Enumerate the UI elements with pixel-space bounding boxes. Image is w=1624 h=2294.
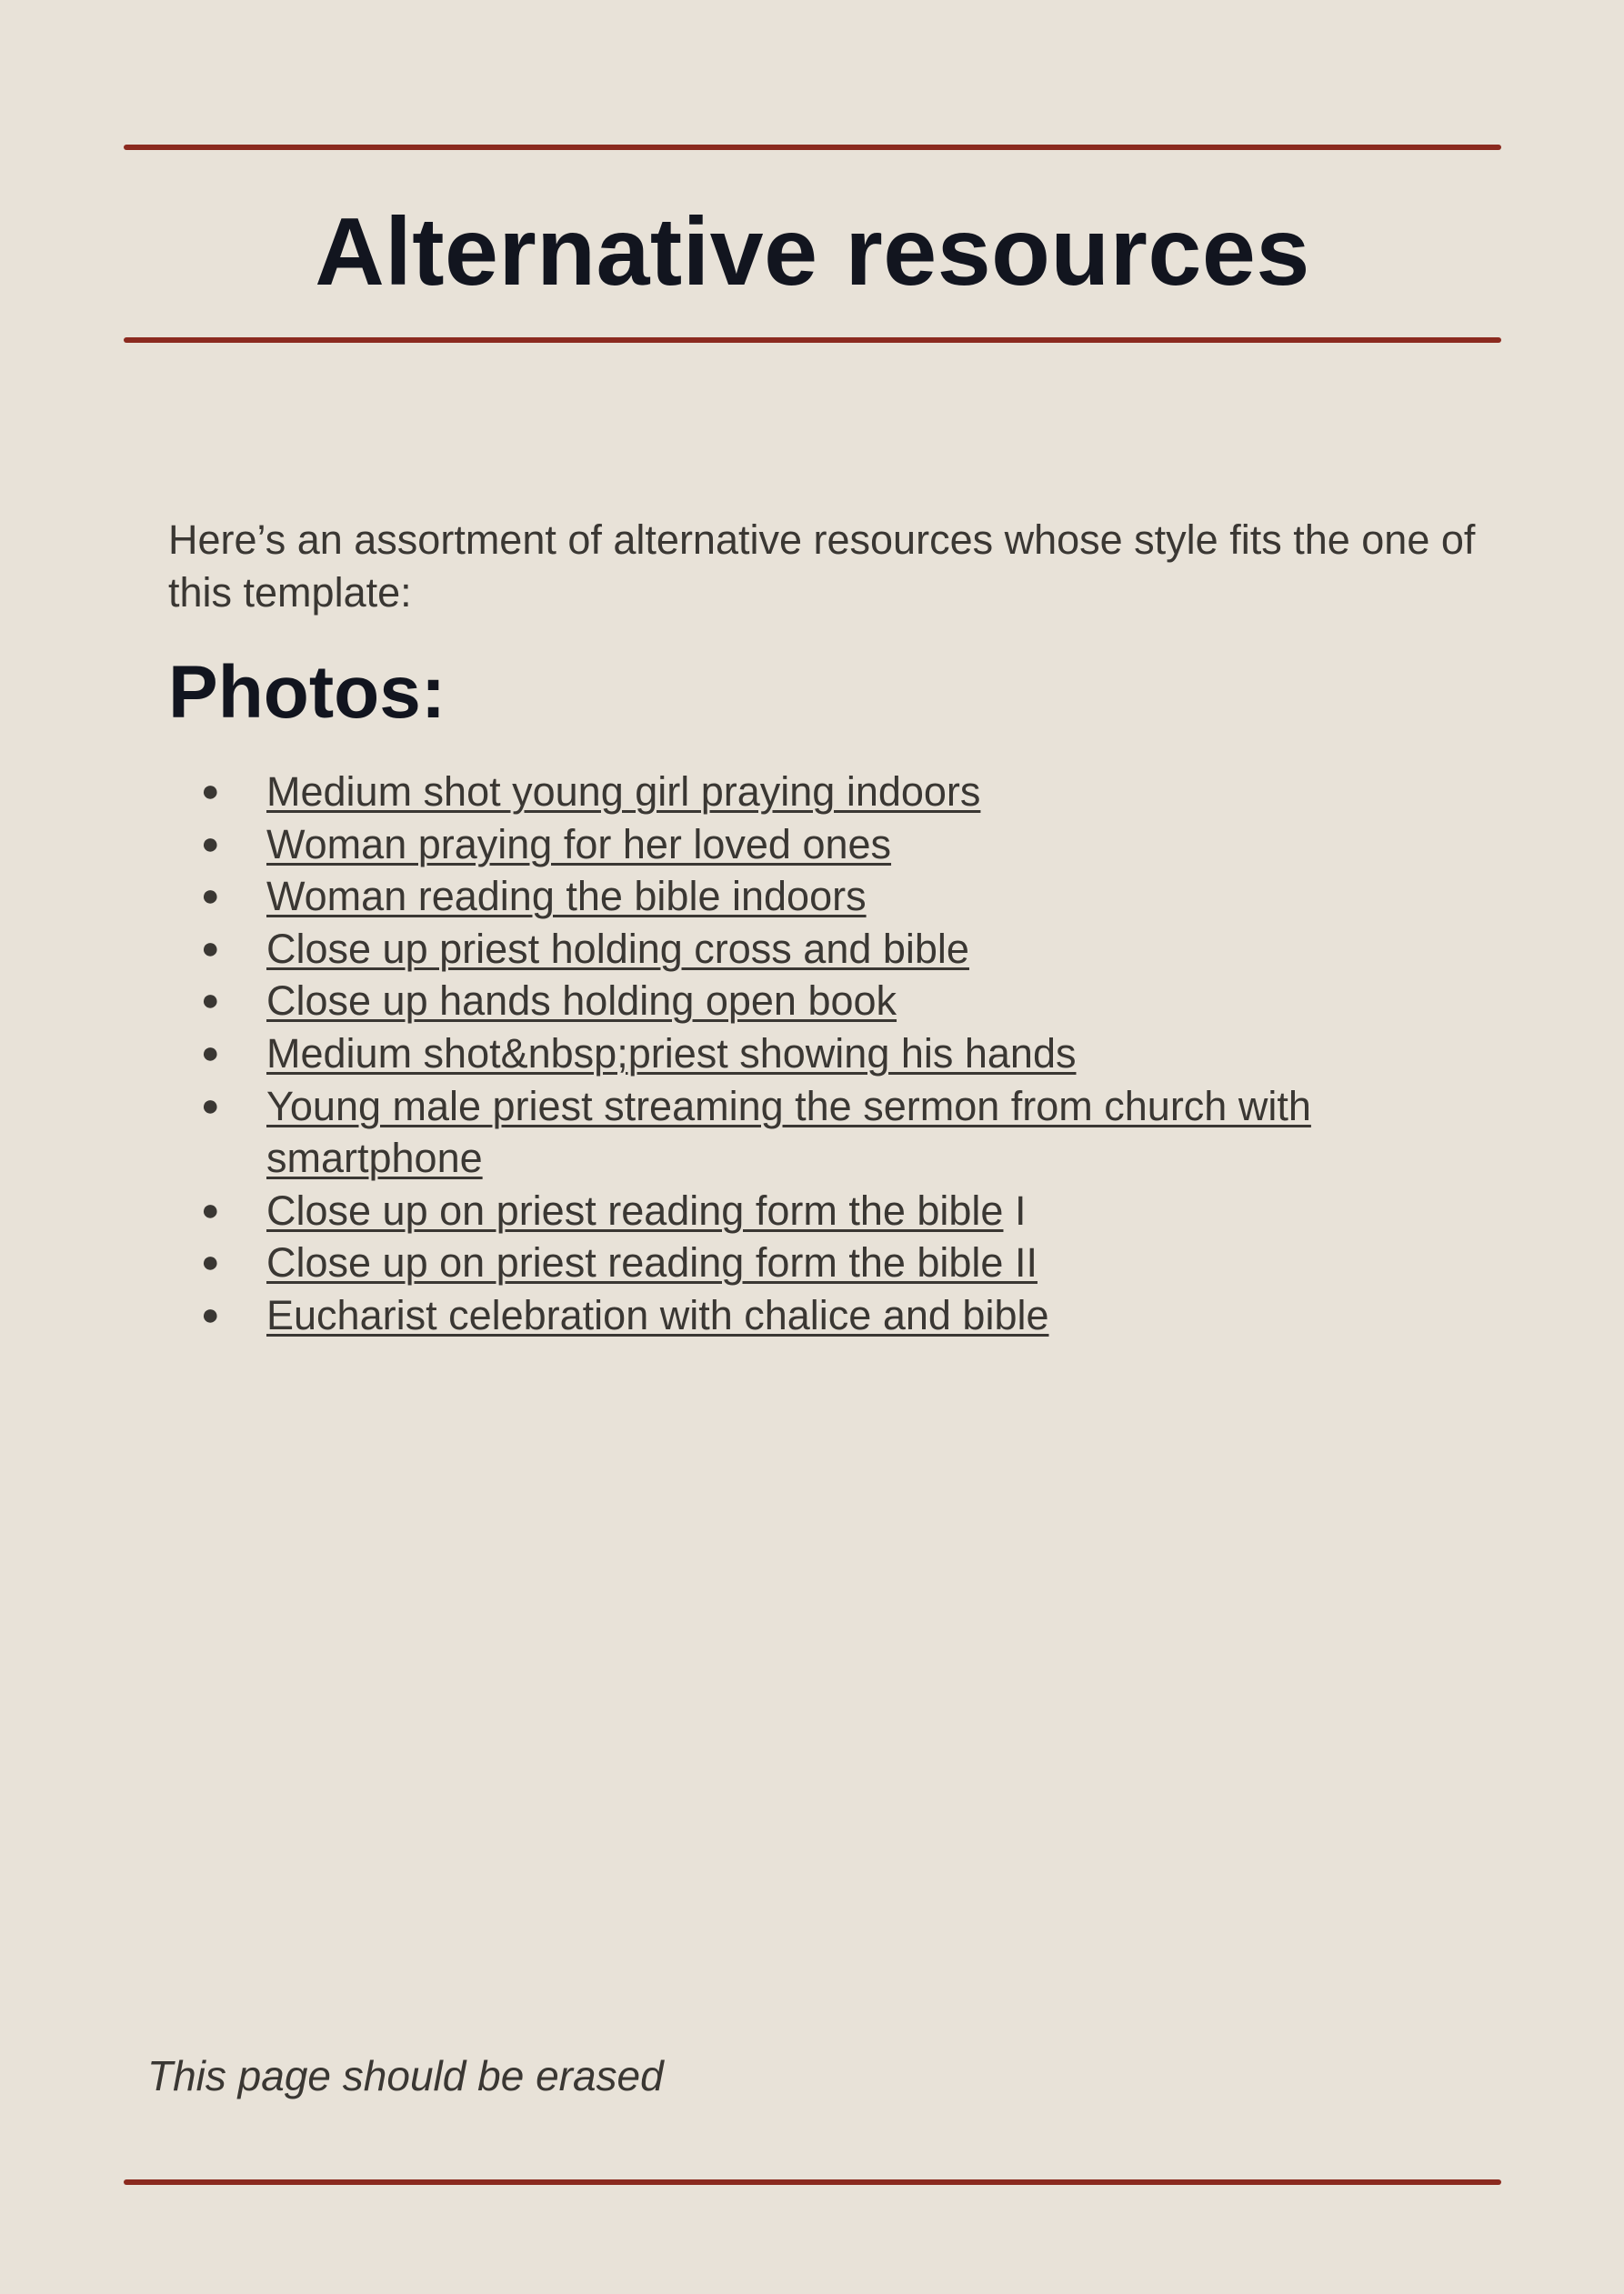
list-item [168, 766, 1441, 818]
photo-link[interactable]: Woman praying for her loved ones [266, 820, 892, 867]
title-divider-rule [124, 337, 1501, 343]
photo-link[interactable]: Medium shot&nbsp;priest showing his hands [266, 1029, 1077, 1077]
bullet-icon: ● [201, 826, 220, 861]
bullet-icon: ● [201, 1035, 220, 1070]
bullet-icon: ● [201, 774, 220, 808]
bullet-icon: ● [201, 1297, 220, 1332]
photo-link[interactable]: Close up hands holding open book [266, 977, 897, 1025]
bullet-icon: ● [201, 983, 220, 1018]
bullet-icon: ● [201, 1192, 220, 1227]
bullet-icon: ● [201, 878, 220, 914]
bullet-icon: ● [201, 930, 220, 966]
photos-list [168, 766, 1441, 1342]
list-item [168, 1237, 1441, 1289]
photo-link[interactable]: Woman reading the bible indoors [266, 873, 867, 920]
intro-paragraph: Here’s an assortment of alternative resources whose style fits the one of this template: [168, 516, 1476, 616]
list-item [168, 923, 1441, 976]
list-item [168, 1185, 1441, 1237]
photos-heading: Photos: [168, 651, 446, 734]
list-item [168, 975, 1441, 1027]
photo-link[interactable]: Medium shot young girl praying indoors [266, 768, 981, 815]
bullet-icon: ● [201, 1087, 220, 1123]
link-suffix: I [1003, 1187, 1027, 1234]
page-title: Alternative resources [315, 198, 1310, 306]
photo-link[interactable]: Close up on priest reading form the bible II [266, 1239, 1038, 1287]
photo-link[interactable]: Close up on priest reading form the bible [266, 1187, 1004, 1234]
list-item [168, 1080, 1441, 1185]
photo-link[interactable]: Young male priest streaming the sermon from church with smartphone [266, 1082, 1311, 1182]
top-divider-rule [124, 145, 1501, 150]
list-item [168, 818, 1441, 871]
list-item [168, 1027, 1441, 1080]
photo-link[interactable]: Close up priest holding cross and bible [266, 925, 969, 972]
bullet-icon: ● [201, 1245, 220, 1280]
bottom-divider-rule [124, 2179, 1501, 2185]
footer-note: This page should be erased [147, 2052, 664, 2099]
photo-link[interactable]: Eucharist celebration with chalice and bible [266, 1291, 1049, 1338]
list-item [168, 870, 1441, 923]
list-item [168, 1289, 1441, 1342]
